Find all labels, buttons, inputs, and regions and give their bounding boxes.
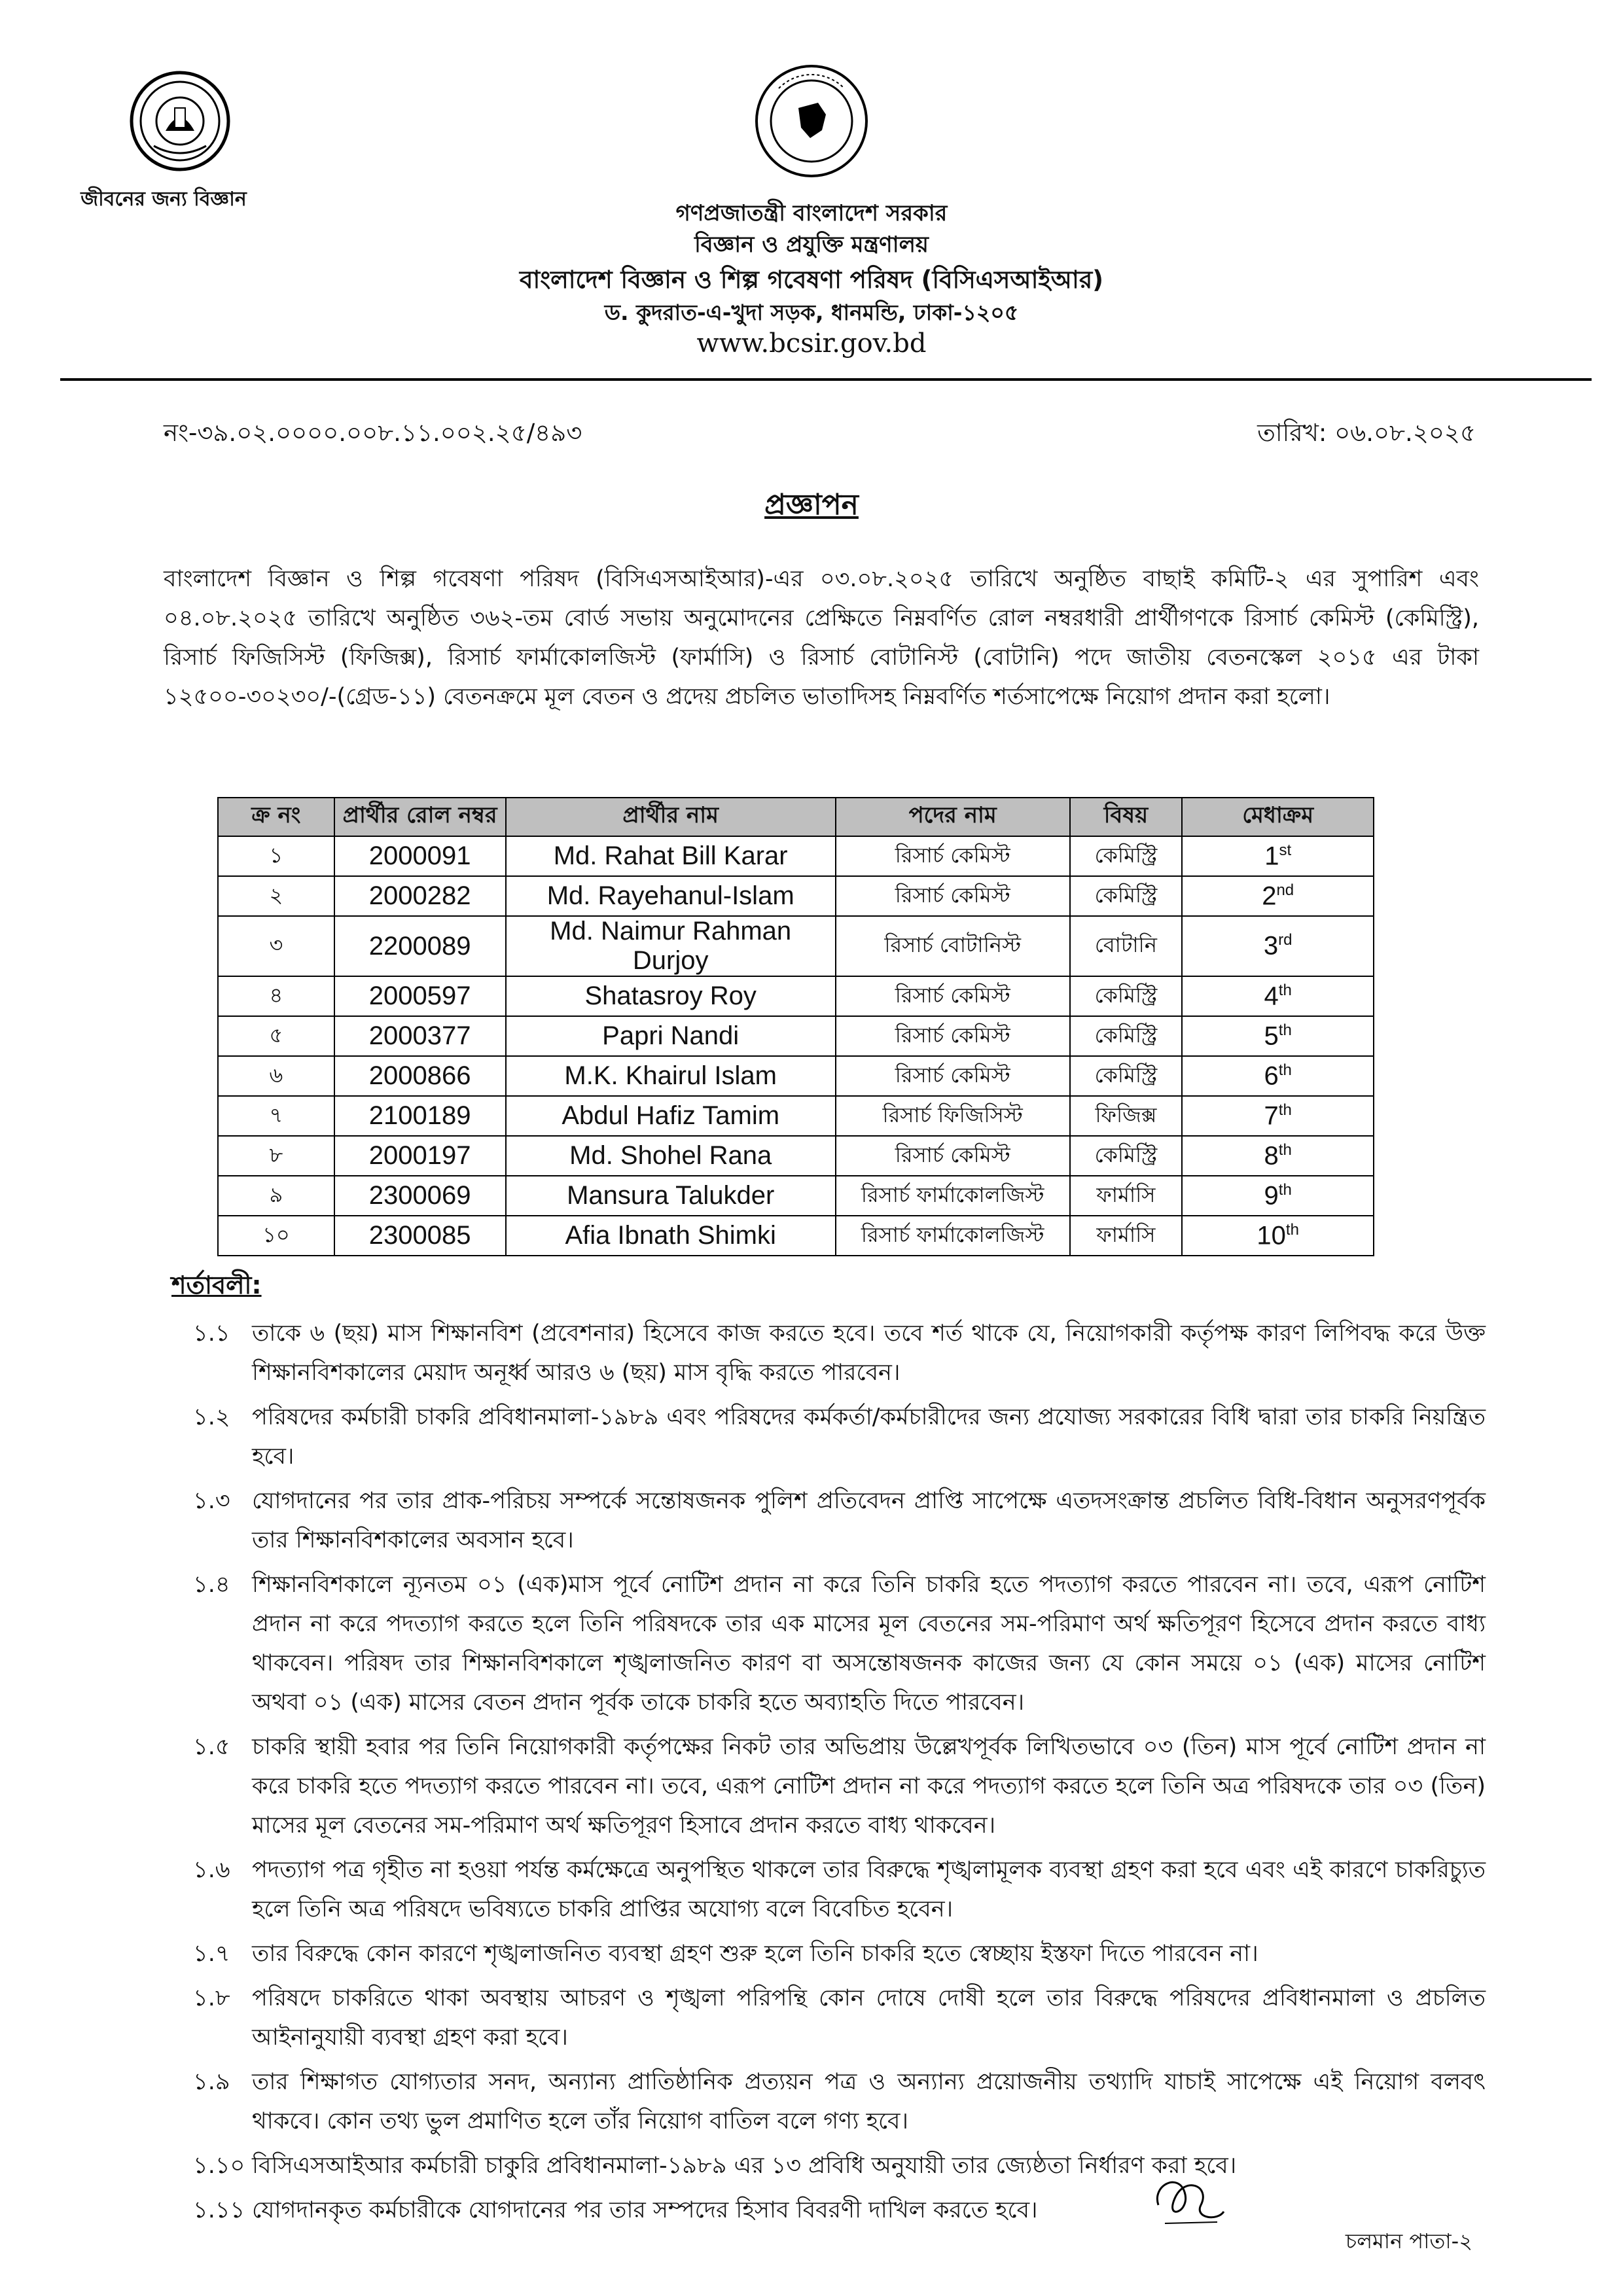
- condition-number: ১.৩: [193, 1488, 230, 1514]
- subject-cell: ফার্মাসি: [1070, 1216, 1183, 1256]
- merit-cell: [1182, 1176, 1374, 1216]
- merit-cell: [1182, 1136, 1374, 1176]
- name-cell: M.K. Khairul Islam: [506, 1056, 836, 1096]
- table-row: [218, 1136, 1374, 1176]
- merit-suffix: th: [1285, 1220, 1299, 1239]
- condition-item: [193, 1979, 1486, 2057]
- condition-text: যোগদানের পর তার প্রাক-পরিচয় সম্পর্কে সন্তোষজনক পুলিশ প্রতিবেদন প্রাপ্তি সাপেক্ষে এতদসংক্রান্ত প্রচলিত বিধি-বিধান অনুসরণপূর্বক তার শিক্ষানবিশকালের অবসান হবে।: [252, 1488, 1486, 1553]
- table-row: [218, 1216, 1374, 1256]
- merit-cell: [1182, 1096, 1374, 1136]
- subject-cell: কেমিস্ট্রি: [1070, 876, 1183, 916]
- subject-cell: কেমিস্ট্রি: [1070, 1136, 1183, 1176]
- table-row: [218, 916, 1374, 976]
- post-cell: রিসার্চ বোটানিস্ট: [836, 916, 1070, 976]
- merit-suffix: rd: [1278, 931, 1293, 949]
- condition-item: [193, 2146, 1486, 2185]
- merit-suffix: th: [1278, 1140, 1292, 1159]
- post-cell: রিসার্চ ফিজিসিস্ট: [836, 1096, 1070, 1136]
- condition-number: ১.২: [193, 1404, 230, 1430]
- merit-suffix: th: [1278, 1101, 1292, 1119]
- condition-item: [193, 2062, 1486, 2141]
- merit-number: 1: [1264, 841, 1279, 871]
- serial-cell: ৮: [218, 1136, 334, 1176]
- condition-item: [193, 1565, 1486, 1722]
- condition-number: ১.১০: [193, 2153, 245, 2179]
- condition-text: পদত্যাগ পত্র গৃহীত না হওয়া পর্যন্ত কর্মক্ষেত্রে অনুপস্থিত থাকলে তার বিরুদ্ধে শৃঙ্খলামূলক ব্যবস্থা গ্রহণ করা হবে এবং এই কারণে চাকরিচ্যুত হলে তিনি অত্র পরিষদে ভবিষ্যতে চাকরি প্রাপ্তির অযোগ্য বলে বিবেচিত হবেন।: [252, 1857, 1486, 1922]
- condition-item: [193, 1727, 1486, 1845]
- header-divider: [60, 378, 1592, 381]
- merit-number: 3: [1263, 931, 1279, 961]
- post-cell: রিসার্চ কেমিস্ট: [836, 876, 1070, 916]
- serial-cell: ৫: [218, 1016, 334, 1056]
- header-government: গণপ্রজাতন্ত্রী বাংলাদেশ সরকার: [675, 200, 948, 226]
- merit-suffix: th: [1278, 1180, 1292, 1199]
- condition-text: তাকে ৬ (ছয়) মাস শিক্ষানবিশ (প্রবেশনার) হিসেবে কাজ করতে হবে। তবে শর্ত থাকে যে, নিয়োগকারী কর্তৃপক্ষ কারণ লিপিবদ্ধ করে উক্ত শিক্ষানবিশকালের মেয়াদ অনূর্ধ্ব আরও ৬ (ছয়) মাস বৃদ্ধি করতে পারবেন।: [252, 1320, 1486, 1386]
- condition-item: [193, 1850, 1486, 1929]
- roll-cell: 2100189: [334, 1096, 506, 1136]
- roll-cell: 2000091: [334, 836, 506, 876]
- column-header-roll: প্রার্থীর রোল নম্বর: [334, 798, 506, 836]
- header-ministry: বিজ্ঞান ও প্রযুক্তি মন্ত্রণালয়: [694, 232, 929, 258]
- merit-cell: [1182, 876, 1374, 916]
- condition-text: বিসিএসআইআর কর্মচারী চাকুরি প্রবিধানমালা-১৯৮৯ এর ১৩ প্রবিধি অনুযায়ী তার জ্যেষ্ঠতা নির্ধারণ করা হবে।: [252, 2153, 1237, 2179]
- post-cell: রিসার্চ কেমিস্ট: [836, 1136, 1070, 1176]
- name-cell: Abdul Hafiz Tamim: [506, 1096, 836, 1136]
- roll-cell: 2200089: [334, 916, 506, 976]
- name-cell: Mansura Talukder: [506, 1176, 836, 1216]
- merit-suffix: nd: [1276, 881, 1294, 899]
- condition-text: শিক্ষানবিশকালে ন্যূনতম ০১ (এক)মাস পূর্বে নোটিশ প্রদান না করে তিনি চাকরি হতে পদত্যাগ করতে পারবেন না। তবে, এরূপ নোটিশ প্রদান না করে পদত্যাগ করতে হলে তিনি পরিষদকে তার এক মাসের মূল বেতনের সম-পরিমাণ অর্থ ক্ষতিপূরণ হিসেবে প্রদান করতে বাধ্য থাকবেন। পরিষদ তার শিক্ষানবিশকালে শৃঙ্খলাজনিত কারণ বা অসন্তোষজনক কাজের জন্য যে কোন সময়ে ০১ (এক) মাসের নোটিশ অথবা ০১ (এক) মাসের বেতন প্রদান পূর্বক তাকে চাকরি হতে অব্যাহতি দিতে পারবেন।: [252, 1572, 1486, 1716]
- merit-number: 10: [1257, 1221, 1286, 1250]
- condition-number: ১.১১: [193, 2197, 245, 2223]
- table-header-row: [218, 798, 1374, 836]
- name-cell: Afia Ibnath Shimki: [506, 1216, 836, 1256]
- table-row: [218, 876, 1374, 916]
- name-cell: Papri Nandi: [506, 1016, 836, 1056]
- header-address: ড. কুদরাত-এ-খুদা সড়ক, ধানমন্ডি, ঢাকা-১২০৫: [604, 300, 1019, 325]
- condition-text: পরিষদে চাকরিতে থাকা অবস্থায় আচরণ ও শৃঙ্খলা পরিপন্থি কোন দোষে দোষী হলে তার বিরুদ্ধে পরিষদের প্রবিধানমালা ও প্রচলিত আইনানুযায়ী ব্যবস্থা গ্রহণ করা হবে।: [252, 1985, 1486, 2051]
- merit-number: 4: [1264, 981, 1279, 1011]
- continued-page-note: চলমান পাতা-২: [1345, 2229, 1472, 2253]
- condition-text: পরিষদের কর্মচারী চাকরি প্রবিধানমালা-১৯৮৯ এবং পরিষদের কর্মকর্তা/কর্মচারীদের জন্য প্রযোজ্য সরকারের বিধি দ্বারা তার চাকরি নিয়ন্ত্রিত হবে।: [252, 1404, 1486, 1470]
- serial-cell: ৪: [218, 976, 334, 1016]
- condition-item: [193, 1934, 1486, 1973]
- post-cell: রিসার্চ কেমিস্ট: [836, 1056, 1070, 1096]
- condition-number: ১.৫: [193, 1734, 230, 1760]
- table-row: [218, 1016, 1374, 1056]
- government-seal-logo: [753, 62, 870, 180]
- table-row: [218, 1096, 1374, 1136]
- name-cell: Md. Rayehanul-Islam: [506, 876, 836, 916]
- serial-cell: ৬: [218, 1056, 334, 1096]
- document-title: প্রজ্ঞাপন: [764, 488, 859, 521]
- roll-cell: 2000597: [334, 976, 506, 1016]
- merit-number: 6: [1264, 1061, 1279, 1091]
- subject-cell: কেমিস্ট্রি: [1070, 836, 1183, 876]
- subject-cell: কেমিস্ট্রি: [1070, 1056, 1183, 1096]
- signature-image: [1145, 2159, 1230, 2231]
- intro-paragraph: বাংলাদেশ বিজ্ঞান ও শিল্প গবেষণা পরিষদ (বিসিএসআইআর)-এর ০৩.০৮.২০২৫ তারিখে অনুষ্ঠিত বাছাই কমিটি-২ এর সুপারিশ এবং ০৪.০৮.২০২৫ তারিখে অনুষ্ঠিত ৩৬২-তম বোর্ড সভায় অনুমোদনের প্রেক্ষিতে নিম্নবর্ণিত রোল নম্বরধারী প্রার্থীগণকে রিসার্চ কেমিস্ট (কেমিস্ট্রি), রিসার্চ ফিজিসিস্ট (ফিজিক্স), রিসার্চ ফার্মাকোলজিস্ট (ফার্মাসি) ও রিসার্চ বোটানিস্ট (বোটানি) পদে জাতীয় বেতনস্কেল ২০১৫ এর টাকা ১২৫০০-৩০২৩০/-(গ্রেড-১১) বেতনক্রমে মূল বেতন ও প্রদেয় প্রচলিত ভাতাদিসহ নিম্নবর্ণিত শর্তসাপেক্ষে নিয়োগ প্রদান করা হলো।: [164, 566, 1479, 710]
- merit-suffix: th: [1278, 981, 1292, 999]
- condition-item: [193, 1481, 1486, 1560]
- name-cell: Md. Shohel Rana: [506, 1136, 836, 1176]
- serial-cell: ৩: [218, 916, 334, 976]
- emblem-motto: জীবনের জন্য বিজ্ঞান: [80, 188, 247, 211]
- roll-cell: 2300085: [334, 1216, 506, 1256]
- condition-item: [193, 1314, 1486, 1392]
- condition-item: [193, 2191, 1486, 2230]
- subject-cell: ফার্মাসি: [1070, 1176, 1183, 1216]
- subject-cell: ফিজিক্স: [1070, 1096, 1183, 1136]
- header-website: www.bcsir.gov.bd: [696, 328, 927, 359]
- header-organization: বাংলাদেশ বিজ্ঞান ও শিল্প গবেষণা পরিষদ (বিসিএসআইআর): [519, 266, 1104, 294]
- serial-cell: ১: [218, 836, 334, 876]
- memo-date: তারিখ: ০৬.০৮.২০২৫: [1257, 419, 1476, 447]
- condition-number: ১.৯: [193, 2069, 230, 2095]
- post-cell: রিসার্চ কেমিস্ট: [836, 836, 1070, 876]
- condition-number: ১.৪: [193, 1572, 230, 1598]
- merit-number: 7: [1264, 1101, 1279, 1131]
- column-header-merit: মেধাক্রম: [1182, 798, 1374, 836]
- name-cell: Md. Rahat Bill Karar: [506, 836, 836, 876]
- table-row: [218, 836, 1374, 876]
- merit-suffix: st: [1279, 841, 1292, 859]
- merit-cell: [1182, 1216, 1374, 1256]
- roll-cell: 2300069: [334, 1176, 506, 1216]
- post-cell: রিসার্চ কেমিস্ট: [836, 1016, 1070, 1056]
- subject-cell: কেমিস্ট্রি: [1070, 976, 1183, 1016]
- merit-number: 8: [1264, 1141, 1279, 1171]
- condition-text: তার শিক্ষাগত যোগ্যতার সনদ, অন্যান্য প্রাতিষ্ঠানিক প্রত্যয়ন পত্র ও অন্যান্য প্রয়োজনীয় তথ্যাদি যাচাই সাপেক্ষে এই নিয়োগ বলবৎ থাকবে। কোন তথ্য ভুল প্রমাণিত হলে তাঁর নিয়োগ বাতিল বলে গণ্য হবে।: [252, 2069, 1486, 2134]
- subject-cell: কেমিস্ট্রি: [1070, 1016, 1183, 1056]
- column-header-post: পদের নাম: [836, 798, 1070, 836]
- post-cell: রিসার্চ ফার্মাকোলজিস্ট: [836, 1176, 1070, 1216]
- roll-cell: 2000377: [334, 1016, 506, 1056]
- condition-text: যোগদানকৃত কর্মচারীকে যোগদানের পর তার সম্পদের হিসাব বিবরণী দাখিল করতে হবে।: [252, 2197, 1038, 2223]
- column-header-serial: ক্র নং: [218, 798, 334, 836]
- name-cell: Shatasroy Roy: [506, 976, 836, 1016]
- subject-cell: বোটানি: [1070, 916, 1183, 976]
- merit-cell: [1182, 916, 1374, 976]
- condition-text: চাকরি স্থায়ী হবার পর তিনি নিয়োগকারী কর্তৃপক্ষের নিকট তার অভিপ্রায় উল্লেখপূর্বক লিখিতভাবে ০৩ (তিন) মাস পূর্বে নোটিশ প্রদান না করে চাকরি হতে পদত্যাগ করতে পারবেন না। তবে, এরূপ নোটিশ প্রদান না করে পদত্যাগ করতে হলে তিনি অত্র পরিষদকে তার ০৩ (তিন) মাসের মূল বেতনের সম-পরিমাণ অর্থ ক্ষতিপূরণ হিসাবে প্রদান করতে বাধ্য থাকবেন।: [252, 1734, 1486, 1839]
- merit-cell: [1182, 976, 1374, 1016]
- condition-number: ১.১: [193, 1320, 230, 1347]
- table-row: [218, 976, 1374, 1016]
- serial-cell: ৯: [218, 1176, 334, 1216]
- roll-cell: 2000197: [334, 1136, 506, 1176]
- merit-cell: [1182, 1056, 1374, 1096]
- merit-cell: [1182, 1016, 1374, 1056]
- post-cell: রিসার্চ ফার্মাকোলজিস্ট: [836, 1216, 1070, 1256]
- condition-number: ১.৭: [193, 1941, 230, 1967]
- merit-number: 2: [1262, 881, 1277, 911]
- merit-number: 9: [1264, 1181, 1279, 1210]
- merit-cell: [1182, 836, 1374, 876]
- merit-suffix: th: [1278, 1061, 1292, 1079]
- condition-text: তার বিরুদ্ধে কোন কারণে শৃঙ্খলাজনিত ব্যবস্থা গ্রহণ শুরু হলে তিনি চাকরি হতে স্বেচ্ছায় ইস্তফা দিতে পারবেন না।: [252, 1941, 1258, 1967]
- condition-number: ১.৬: [193, 1857, 230, 1883]
- selected-candidates-table: [217, 797, 1374, 1256]
- serial-cell: ১০: [218, 1216, 334, 1256]
- conditions-heading: শর্তাবলী:: [171, 1271, 262, 1299]
- roll-cell: 2000866: [334, 1056, 506, 1096]
- column-header-subject: বিষয়: [1070, 798, 1183, 836]
- roll-cell: 2000282: [334, 876, 506, 916]
- post-cell: রিসার্চ কেমিস্ট: [836, 976, 1070, 1016]
- merit-number: 5: [1264, 1021, 1279, 1051]
- serial-cell: ২: [218, 876, 334, 916]
- memo-number: নং-৩৯.০২.০০০০.০০৮.১১.০০২.২৫/৪৯৩: [164, 419, 582, 447]
- serial-cell: ৭: [218, 1096, 334, 1136]
- merit-suffix: th: [1278, 1021, 1292, 1039]
- condition-item: [193, 1398, 1486, 1476]
- name-cell: Md. Naimur Rahman Durjoy: [506, 916, 836, 976]
- condition-number: ১.৮: [193, 1985, 230, 2011]
- table-row: [218, 1176, 1374, 1216]
- bcsir-emblem-logo: [128, 69, 232, 173]
- table-row: [218, 1056, 1374, 1096]
- column-header-name: প্রার্থীর নাম: [506, 798, 836, 836]
- conditions-list: [193, 1314, 1486, 2235]
